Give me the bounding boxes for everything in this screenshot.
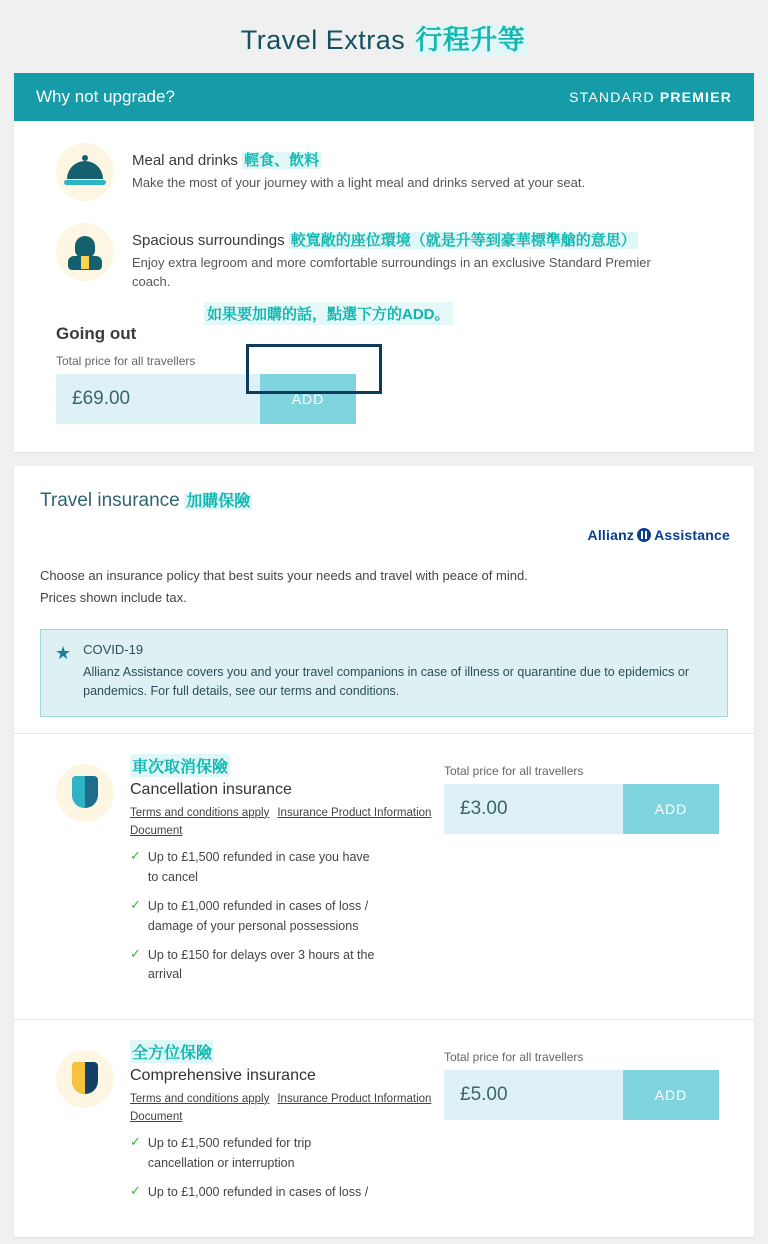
- going-out-price-row: [56, 374, 356, 424]
- page-title-text: Travel Extras: [240, 25, 406, 55]
- policy-bullet: [130, 1183, 380, 1202]
- feature-spacious-title: Spacious surroundings: [132, 232, 285, 249]
- policy-cancellation-annotation: 車次取消保險: [130, 754, 230, 777]
- policy-comprehensive-price: £5.00: [444, 1070, 623, 1120]
- insurance-product-information-link[interactable]: Insurance Product Information Document: [130, 806, 432, 838]
- policy-total-label: Total price for all travellers: [444, 763, 584, 778]
- policy-cancellation-price: £3.00: [444, 784, 623, 834]
- policy-comprehensive-add-button[interactable]: ADD: [623, 1070, 719, 1120]
- covid-title: COVID-19: [83, 641, 144, 657]
- page-title-annotation: 行程升等: [415, 25, 526, 55]
- covid-text: Allianz Assistance covers you and your travel companions in case of illness or quarantine due to epidemics or pandemics. For full details, see our terms and conditions.: [83, 664, 690, 699]
- covid-notice: [40, 629, 728, 717]
- insurance-header: [14, 466, 754, 512]
- going-out-heading: Going out: [56, 323, 137, 343]
- policy-comprehensive-price-block: [444, 1040, 734, 1213]
- feature-spacious-body: [132, 223, 692, 292]
- upgrade-class-label: [569, 89, 732, 105]
- allianz-name: Allianz: [587, 526, 635, 543]
- check-icon: ✓: [130, 1183, 141, 1199]
- insurance-section-title: Travel insurance: [40, 489, 180, 511]
- upgrade-features: [14, 121, 754, 320]
- feature-spacious-surroundings: [34, 223, 734, 292]
- shield-icon: [56, 1050, 114, 1108]
- policy-bullet-text: Up to £1,000 refunded in cases of loss /: [147, 1185, 369, 1200]
- upgrade-card: [14, 73, 754, 452]
- insurance-product-information-link[interactable]: Insurance Product Information Document: [130, 1092, 432, 1124]
- going-out-price: £69.00: [56, 374, 260, 424]
- policy-bullet: [130, 848, 380, 887]
- check-icon: ✓: [130, 1134, 141, 1150]
- feature-meal-and-drinks: [34, 143, 734, 201]
- feature-spacious-title-row: [132, 229, 692, 250]
- going-out-add-button[interactable]: ADD: [260, 374, 356, 424]
- policy-bullet: [130, 1134, 380, 1173]
- policy-row-comprehensive: [14, 1019, 754, 1237]
- policy-bullet-text: Up to £150 for delays over 3 hours at the arrival: [147, 947, 375, 982]
- feature-meal-title-row: [132, 149, 585, 170]
- feature-spacious-description: Enjoy extra legroom and more comfortable surroundings in an exclusive Standard Premier coach.: [132, 255, 651, 289]
- shield-icon: [56, 764, 114, 822]
- policy-comprehensive-price-row: [444, 1070, 719, 1120]
- policy-row-cancellation: [14, 733, 754, 1019]
- policy-bullet: [130, 946, 380, 985]
- feature-meal-body: [132, 143, 585, 193]
- class-premier-label: PREMIER: [659, 89, 732, 105]
- policy-cancellation-price-row: [444, 784, 719, 834]
- upgrade-header: [14, 73, 754, 121]
- travel-insurance-card: [14, 466, 754, 1237]
- going-out-total-label: Total price for all travellers: [56, 353, 196, 368]
- feature-meal-annotation: 輕食、飲料: [244, 152, 320, 169]
- insurance-section-annotation: 加購保險: [186, 492, 251, 510]
- check-icon: ✓: [130, 897, 141, 913]
- policy-comprehensive-annotation: 全方位保險: [130, 1040, 214, 1063]
- policy-bullet-text: Up to £1,500 refunded for trip cancellation or interruption: [147, 1136, 312, 1170]
- allianz-mark-icon: [637, 528, 651, 542]
- terms-and-conditions-link[interactable]: Terms and conditions apply: [130, 806, 270, 819]
- policy-cancellation-links: [130, 804, 444, 841]
- policy-cancellation-title: Cancellation insurance: [130, 780, 292, 798]
- check-icon: ✓: [130, 848, 141, 864]
- page-title: [0, 0, 768, 73]
- terms-and-conditions-link[interactable]: Terms and conditions apply: [130, 1092, 270, 1105]
- going-out-section: [14, 305, 754, 452]
- feature-meal-description: Make the most of your journey with a light meal and drinks served at your seat.: [132, 175, 586, 190]
- allianz-suffix: Assistance: [654, 526, 730, 543]
- insurance-intro: [14, 543, 754, 621]
- policy-cancellation-body: [130, 754, 444, 995]
- class-standard-label: STANDARD: [569, 89, 655, 105]
- policy-comprehensive-title: Comprehensive insurance: [130, 1066, 316, 1084]
- insurance-intro-line2: Prices shown include tax.: [40, 589, 187, 605]
- policy-cancellation-add-button[interactable]: ADD: [623, 784, 719, 834]
- policy-comprehensive-body: [130, 1040, 444, 1213]
- seated-passenger-icon: [56, 223, 114, 281]
- feature-spacious-annotation: 較寬敞的座位環境（就是升等到豪華標準艙的意思）: [290, 232, 636, 249]
- insurance-intro-line1: Choose an insurance policy that best suits your needs and travel with peace of mind.: [40, 567, 528, 583]
- policy-cancellation-price-block: [444, 754, 734, 995]
- feature-meal-title: Meal and drinks: [132, 152, 238, 169]
- add-button-annotation: 如果要加購的話，點選下方的ADD。: [204, 302, 453, 325]
- policy-bullet-text: Up to £1,000 refunded in cases of loss / damage of your personal possessions: [147, 899, 369, 933]
- star-icon: ★: [55, 642, 72, 663]
- policy-total-label: Total price for all travellers: [444, 1049, 584, 1064]
- upgrade-header-title: Why not upgrade?: [36, 87, 175, 106]
- meal-dome-icon: [56, 143, 114, 201]
- policy-comprehensive-links: [130, 1090, 444, 1127]
- policy-bullet: [130, 897, 380, 936]
- check-icon: ✓: [130, 945, 141, 961]
- policy-bullet-text: Up to £1,500 refunded in case you have to cancel: [147, 850, 370, 884]
- allianz-logo: [14, 512, 754, 543]
